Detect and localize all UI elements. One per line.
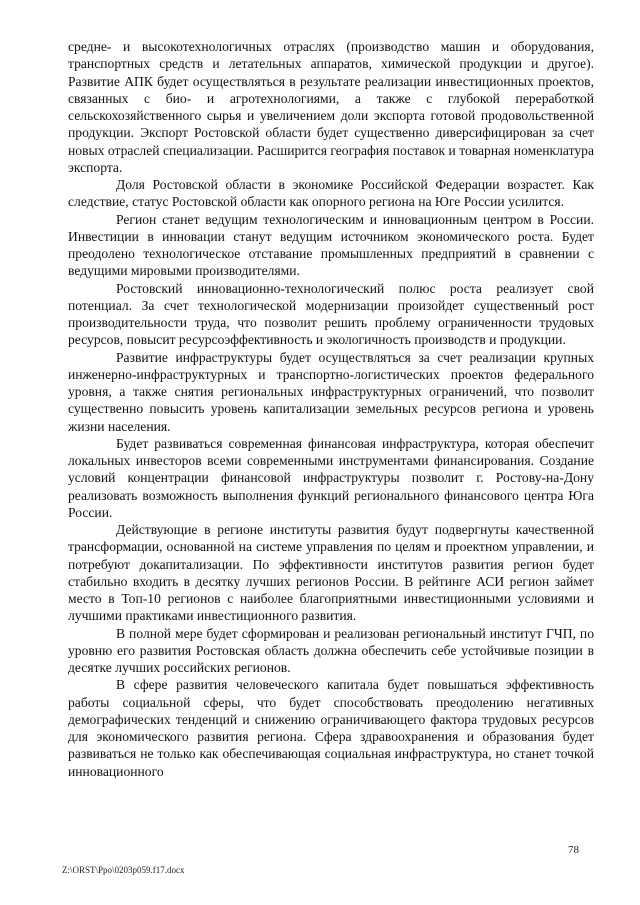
paragraph: Будет развиваться современная финансовая инфраструктура, которая обеспечит локальных инвесторов всеми современными инструментами финансирования. Создание условий концентрации финансовой инфраструктуры позволит г. Ростову-на-Дону реализовать возможность выполнения функций регионального финансового центра Юга России. — [68, 435, 594, 520]
page-number: 78 — [568, 844, 579, 856]
paragraph: Ростовский инновационно-технологический полюс роста реализует свой потенциал. За счет технологической модернизации произойдет существенный рост производительности труда, что позволит решить проблему ограниченности трудовых ресурсов, повысит ресурсоэффективность и экологичность производств и продукции. — [68, 280, 594, 348]
paragraph: Доля Ростовской области в экономике Российской Федерации возрастет. Как следствие, статус Ростовской области как опорного региона на Юге России усилится. — [68, 177, 594, 210]
footer-file-path: Z:\ORST\Ppo\0203p059.f17.docx — [62, 865, 185, 875]
paragraph: В сфере развития человеческого капитала будет повышаться эффективность работы социальной сферы, что будет способствовать преодолению негативных демографических тенденций и снижению ограничивающего фактора трудовых ресурсов для экономического развития региона. Сфера здравоохранения и образования будет развиваться не только как обеспечивающая социальная инфраструктура, но станет точкой инновационного — [68, 677, 594, 779]
paragraph: Действующие в регионе институты развития будут подвергнуты качественной трансформации, основанной на системе управления по целям и проектном управлении, и потребуют докапитализации. По эффективности институтов развития регион будет стабильно входить в десятку лучших регионов России. В рейтинге АСИ регион займет место в Топ-10 регионов с наиболее благоприятными инвестиционными условиями и лучшими практиками инвестиционного развития. — [68, 522, 594, 624]
paragraph: В полной мере будет сформирован и реализован региональный институт ГЧП, по уровню его развития Ростовская область должна обеспечить себе устойчивые позиции в десятке лучших российских регионов. — [68, 625, 594, 675]
paragraph: Развитие инфраструктуры будет осуществляться за счет реализации крупных инженерно-инфраструктурных и транспортно-логистических проектов федерального уровня, а также снятия региональных инфраструктурных ограничений, что позволит существенно повысить уровень капитализации земельных ресурсов региона и уровень жизни населения. — [68, 349, 594, 434]
paragraph: средне- и высокотехнологичных отраслях (производство машин и оборудования, транспортных средств и летательных аппаратов, химической продукции и другое). Развитие АПК будет осуществляться в результате реализации инвестиционных проектов, связанных с био- и агротехнологиями, а также с глубокой переработкой сельскохозяйственного сырья и увеличением доли экспорта готовой продовольственной продукции. Экспорт Ростовской области будет существенно диверсифицирован за счет новых отраслей специализации. Расширится география поставок и товарная номенклатура экспорта. — [68, 39, 594, 175]
body-text — [68, 38, 594, 780]
paragraph: Регион станет ведущим технологическим и инновационным центром в России. Инвестиции в инновации станут ведущим источником экономического роста. Будет преодолено технологическое отставание промышленных предприятий в сравнении с ведущими мировыми производителями. — [68, 211, 594, 279]
